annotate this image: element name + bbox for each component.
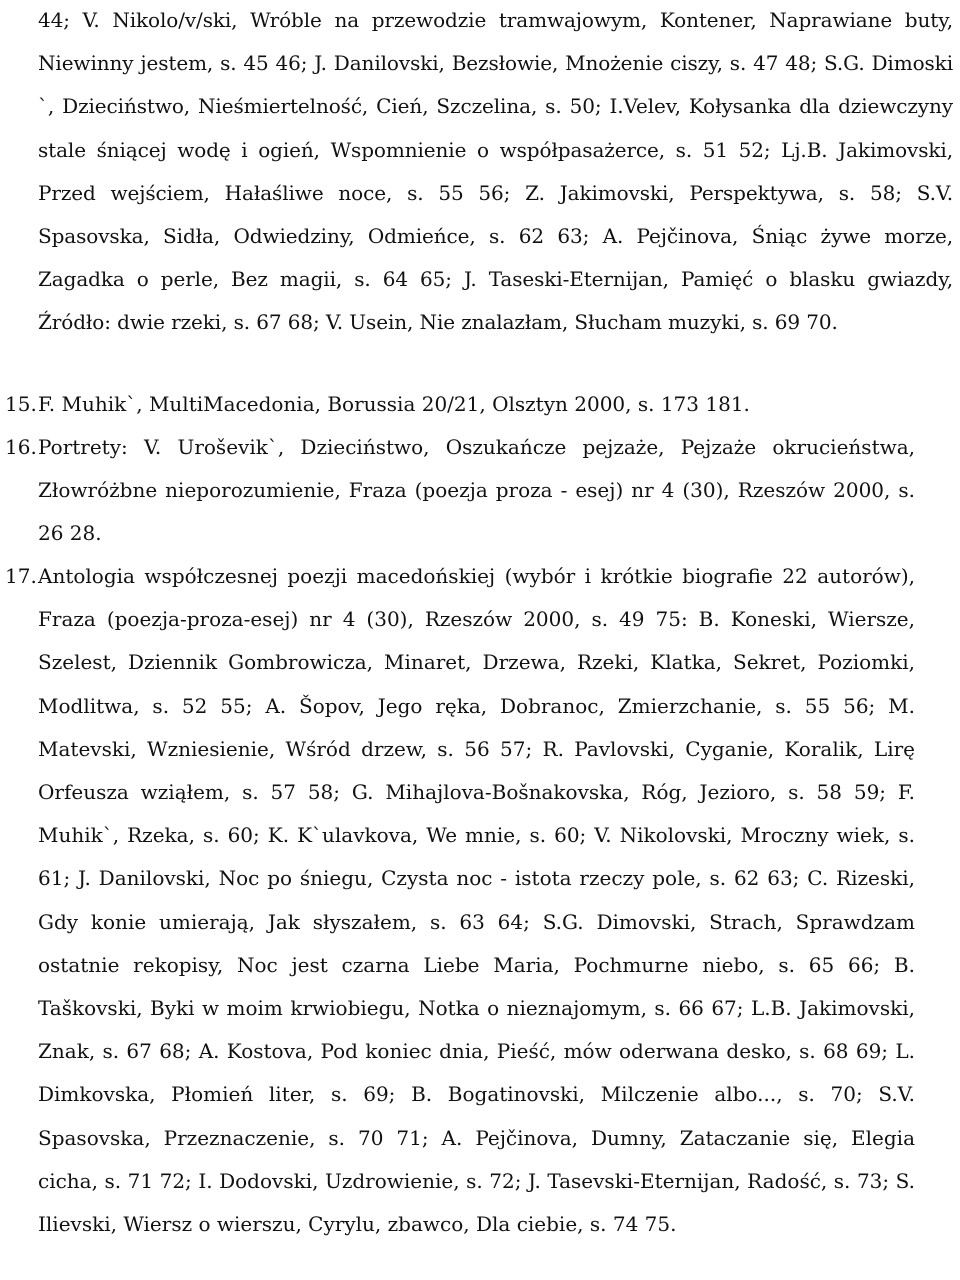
continuation-paragraph bbox=[38, 0, 953, 345]
list-item-15 bbox=[0, 383, 915, 426]
item-number: 17. bbox=[5, 564, 37, 588]
item-number: 16. bbox=[5, 435, 37, 459]
item-text: F. Muhik`, MultiMacedonia, Borussia 20/21, Olsztyn 2000, s. 173 181. bbox=[38, 392, 750, 416]
continuation-text: 44; V. Nikolo/v/ski, Wróble na przewodzie tramwajowym, Kontener, Naprawiane buty, Niewinny jestem, s. 45 46; J. Danilovski, Bezsłowie, Mnożenie ciszy, s. 47 48; S.G. Dimoski `, Dzieciństwo, Nieśmiertelność, Cień, Szczelina, s. 50; I.Velev, Kołysanka dla dziewczyny stale śniącej wodę i ogień, Wspomnienie o współpasażerce, s. 51 52; Lj.B. Jakimovski, Przed wejściem, Hałaśliwe noce, s. 55 56; Z. Jakimovski, Perspektywa, s. 58; S.V. Spasovska, Sidła, Odwiedziny, Odmieńce, s. 62 63; A. Pejčinova, Śniąc żywe morze, Zagadka o perle, Bez magii, s. 64 65; J. Taseski-Eternijan, Pamięć o blasku gwiazdy, Źródło: dwie rzeki, s. 67 68; V. Usein, Nie znalazłam, Słucham muzyki, s. 69 70. bbox=[38, 8, 953, 335]
item-text: Antologia współczesnej poezji macedońskiej (wybór i krótkie biografie 22 autorów), Fraza (poezja-proza-esej) nr 4 (30), Rzeszów 2000, s. 49 75: B. Koneski, Wiersze, Szelest, Dziennik Gombrowicza, Minaret, Drzewa, Rzeki, Klatka, Sekret, Poziomki, Modlitwa, s. 52 55; A. Šopov, Jego ręka, Dobranoc, Zmierzchanie, s. 55 56; M. Matevski, Wzniesienie, Wśród drzew, s. 56 57; R. Pavlovski, Cyganie, Koralik, Lirę Orfeusza wziąłem, s. 57 58; G. Mihajlova-Bošnakovska, Róg, Jezioro, s. 58 59; F. Muhik`, Rzeka, s. 60; K. K`ulavkova, We mnie, s. 60; V. Nikolovski, Mroczny wiek, s. 61; J. Danilovski, Noc po śniegu, Czysta noc - istota rzeczy pole, s. 62 63; C. Rizeski, Gdy konie umierają, Jak słyszałem, s. 63 64; S.G. Dimovski, Strach, Sprawdzam ostatnie rekopisy, Noc jest czarna Liebe Maria, Pochmurne niebo, s. 65 66; B. Taškovski, Byki w moim krwiobiegu, Notka o nieznajomym, s. 66 67; L.B. Jakimovski, Znak, s. 67 68; A. Kostova, Pod koniec dnia, Pieść, mów oderwana desko, s. 68 69; L. Dimkovska, Płomień liter, s. 69; B. Bogatinovski, Milczenie albo..., s. 70; S.V. Spasovska, Przeznaczenie, s. 70 71; A. Pejčinova, Dumny, Zataczanie się, Elegia cicha, s. 71 72; I. Dodovski, Uzdrowienie, s. 72; J. Tasevski-Eternijan, Radość, s. 73; S. Ilievski, Wiersz o wierszu, Cyrylu, zbawco, Dla ciebie, s. 74 75. bbox=[38, 564, 915, 1237]
list-item-16 bbox=[0, 426, 915, 556]
list-item-17 bbox=[0, 555, 915, 1246]
item-number: 15. bbox=[5, 392, 37, 416]
item-text: Portrety: V. Uroševik`, Dzieciństwo, Oszukańcze pejzaże, Pejzaże okrucieństwa, Złowróżbne nieporozumienie, Fraza (poezja proza - esej) nr 4 (30), Rzeszów 2000, s. 26 28. bbox=[38, 435, 915, 546]
